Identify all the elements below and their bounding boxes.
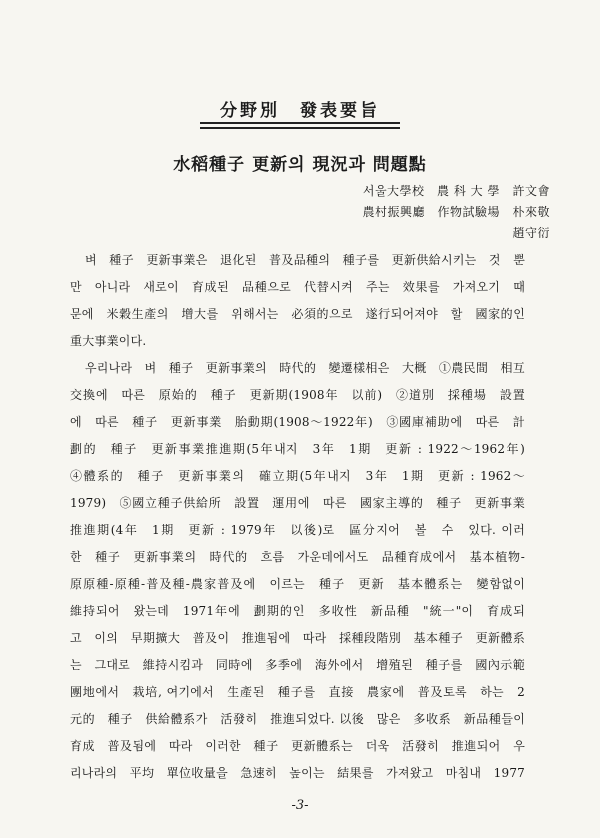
author-affiliation-line: 農村振興廳 作物試驗場 朴來敬 (362, 205, 550, 219)
body-text-line: 고 이의 早期擴大 普及이 推進됨에 따라 採種段階別 基本種子 更新體系 (70, 631, 525, 645)
body-text-line: 維持되어 왔는데 1971年에 劃期的인 多收性 新品種 "統一"이 育成되 (70, 604, 525, 618)
body-text-line: 만 아니라 새로이 育成된 品種으로 代替시켜 주는 效果를 가져오기 때 (70, 280, 525, 294)
body-text-line: 우리나라 벼 種子 更新事業의 時代的 變遷樣相은 大概 ①農民間 相互 (85, 361, 525, 375)
body-text-line: 에 따른 種子 更新事業 胎動期(1908～1922年) ③國庫補助에 따른 計 (70, 415, 525, 429)
body-text-line: 原原種-原種-普及種-農家普及에 이르는 種子 更新 基本體系는 變함없이 (70, 577, 525, 591)
body-text-line: 한 種子 更新事業의 時代的 흐름 가운데에서도 品種育成에서 基本植物- (70, 550, 525, 564)
body-text-line: 推進期(4年 1期 更新 : 1979年 以後)로 區分지어 볼 수 있다. 이러 (70, 523, 525, 537)
body-text-line: 元的 種子 供給體系가 活發히 推進되었다. 以後 많은 多收系 新品種들이 (70, 712, 525, 726)
body-text-line: 리나라의 平均 單位收量을 急速히 높이는 結果를 가져왔고 마침내 1977 (70, 766, 525, 780)
body-text-line: 劃的 種子 更新事業推進期(5年내지 3年 1期 更新 : 1922～1962年) (70, 442, 525, 456)
body-text-line: 育成 普及됨에 따라 이러한 種子 更新體系는 더욱 活發히 推進되어 우 (70, 739, 525, 753)
header-underline (200, 122, 400, 124)
body-text-line: 문에 米穀生產의 增大를 위해서는 必須的으로 遂行되어져야 할 國家的인 (70, 307, 525, 321)
body-text-line: 는 그대로 維持시킴과 同時에 多季에 海外에서 增殖된 種子를 國內示範 (70, 658, 525, 672)
author-affiliation-line: 서울大學校 農 科 大 學 許文會 (362, 184, 550, 198)
body-text-line: 벼 種子 更新事業은 退化된 普及品種의 種子를 更新供給시키는 것 뿐 (85, 253, 525, 267)
section-header: 分野別 發表要旨 (220, 101, 380, 121)
page-number: -3- (291, 798, 309, 813)
body-text-line: ④體系的 種子 更新事業의 確立期(5年내지 3年 1期 更新 : 1962～ (70, 469, 525, 483)
header-underline-double (200, 127, 400, 129)
author-affiliation-line: 趙守衍 (512, 226, 550, 240)
body-text-line: 1979) ⑤國立種子供給所 設置 運用에 따른 國家主導的 種子 更新事業 (70, 496, 525, 510)
body-text-line: 交換에 따른 原始的 種子 更新期(1908年 以前) ②道別 採種場 設置 (70, 388, 525, 402)
body-text-line: 重大事業이다. (70, 334, 147, 348)
body-text-line: 團地에서 栽培, 여기에서 生產된 種子를 直接 農家에 普及토록 하는 2 (70, 685, 525, 699)
paper-title: 水稻種子 更新의 現況과 問題點 (173, 155, 427, 175)
